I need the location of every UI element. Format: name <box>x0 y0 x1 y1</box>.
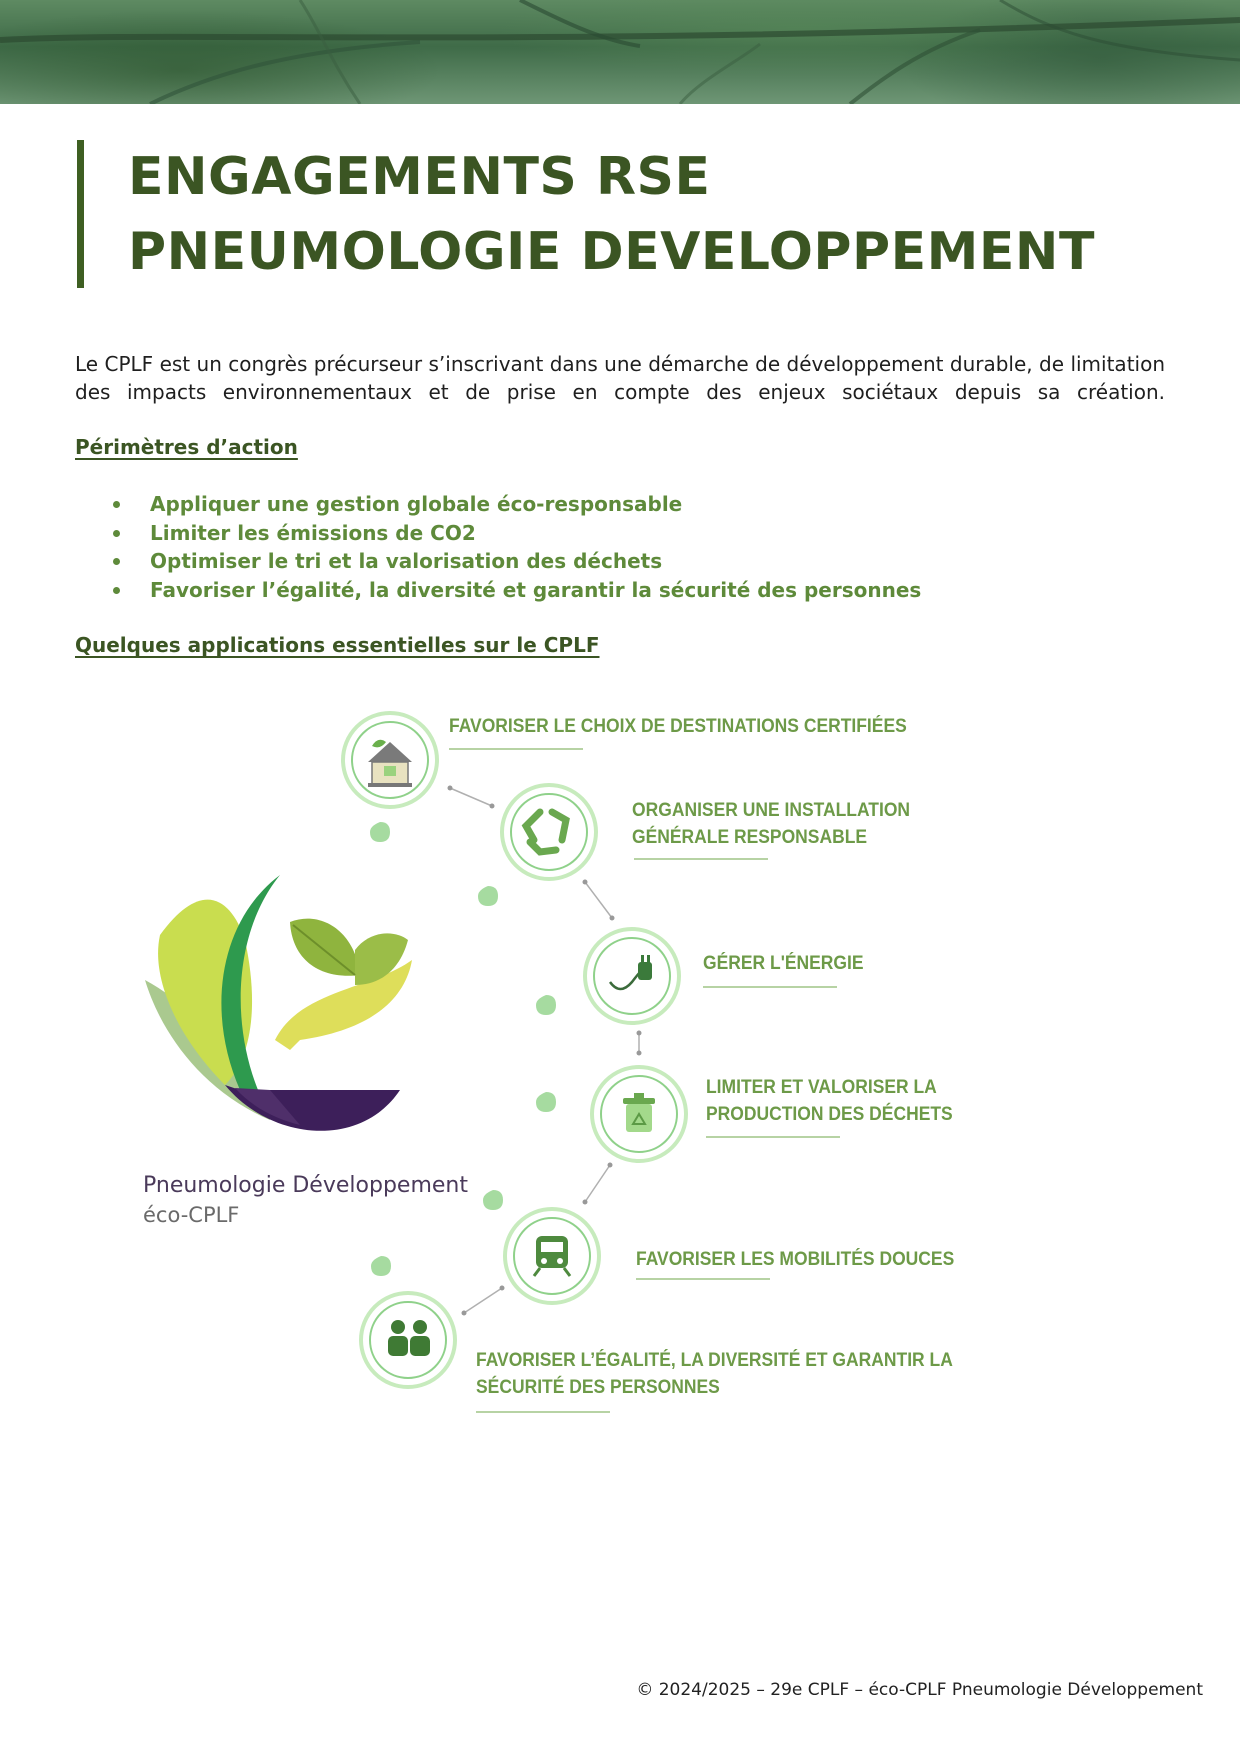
list-item: Limiter les émissions de CO2 <box>110 519 921 548</box>
bullet-icon <box>113 558 120 565</box>
bullet-icon <box>113 587 120 594</box>
title-line-2: PNEUMOLOGIE DEVELOPPEMENT <box>128 222 1095 282</box>
step-circle-3 <box>585 929 679 1023</box>
title-accent-bar <box>77 140 84 288</box>
list-item: Optimiser le tri et la valorisation des déchets <box>110 547 921 576</box>
step-label-4: LIMITER ET VALORISER LA PRODUCTION DES DÉCHETS <box>706 1077 953 1125</box>
perimetres-list <box>110 490 921 604</box>
header-banner-leaf-image <box>0 0 1240 104</box>
brand-subtitle: éco-CPLF <box>143 1203 240 1227</box>
step-label-2: ORGANISER UNE INSTALLATION GÉNÉRALE RESPONSABLE <box>632 800 911 848</box>
step-underline <box>706 1136 840 1138</box>
brand-name: Pneumologie Développement <box>143 1173 468 1198</box>
page-footer: © 2024/2025 – 29e CPLF – éco-CPLF Pneumologie Développement <box>636 1680 1203 1700</box>
step-label-1: FAVORISER LE CHOIX DE DESTINATIONS CERTIFIÉES <box>449 716 907 737</box>
step-underline <box>703 986 837 988</box>
bin-icon <box>623 1093 655 1132</box>
bullet-icon <box>113 501 120 508</box>
applications-heading: Quelques applications essentielles sur le CPLF <box>75 633 600 657</box>
perimetres-heading: Périmètres d’action <box>75 435 298 459</box>
applications-infographic <box>0 680 1240 1440</box>
list-item: Favoriser l’égalité, la diversité et garantir la sécurité des personnes <box>110 576 921 605</box>
step-underline <box>636 1278 770 1280</box>
title-line-1: ENGAGEMENTS RSE <box>128 147 711 207</box>
step-circle-6 <box>361 1293 455 1387</box>
step-circle-2 <box>502 785 596 879</box>
intro-paragraph: Le CPLF est un congrès précurseur s’inscrivant dans une démarche de développement durable, de limitation des impacts environnementaux et de prise en compte des enjeux sociétaux depuis sa création. <box>75 352 1165 404</box>
list-item: Appliquer une gestion globale éco-responsable <box>110 490 921 519</box>
step-underline <box>634 858 768 860</box>
step-label-6: FAVORISER L’ÉGALITÉ, LA DIVERSITÉ ET GARANTIR LA SÉCURITÉ DES PERSONNES <box>476 1350 953 1398</box>
eco-cplf-logo <box>145 875 412 1131</box>
step-underline <box>449 748 583 750</box>
decorative-drops <box>370 822 556 1276</box>
step-underline <box>476 1411 610 1413</box>
step-label-5: FAVORISER LES MOBILITÉS DOUCES <box>636 1249 955 1270</box>
step-label-3: GÉRER L'ÉNERGIE <box>703 953 864 974</box>
bullet-icon <box>113 530 120 537</box>
leaf-vein-pattern <box>0 0 1240 104</box>
page-title <box>128 140 1095 290</box>
